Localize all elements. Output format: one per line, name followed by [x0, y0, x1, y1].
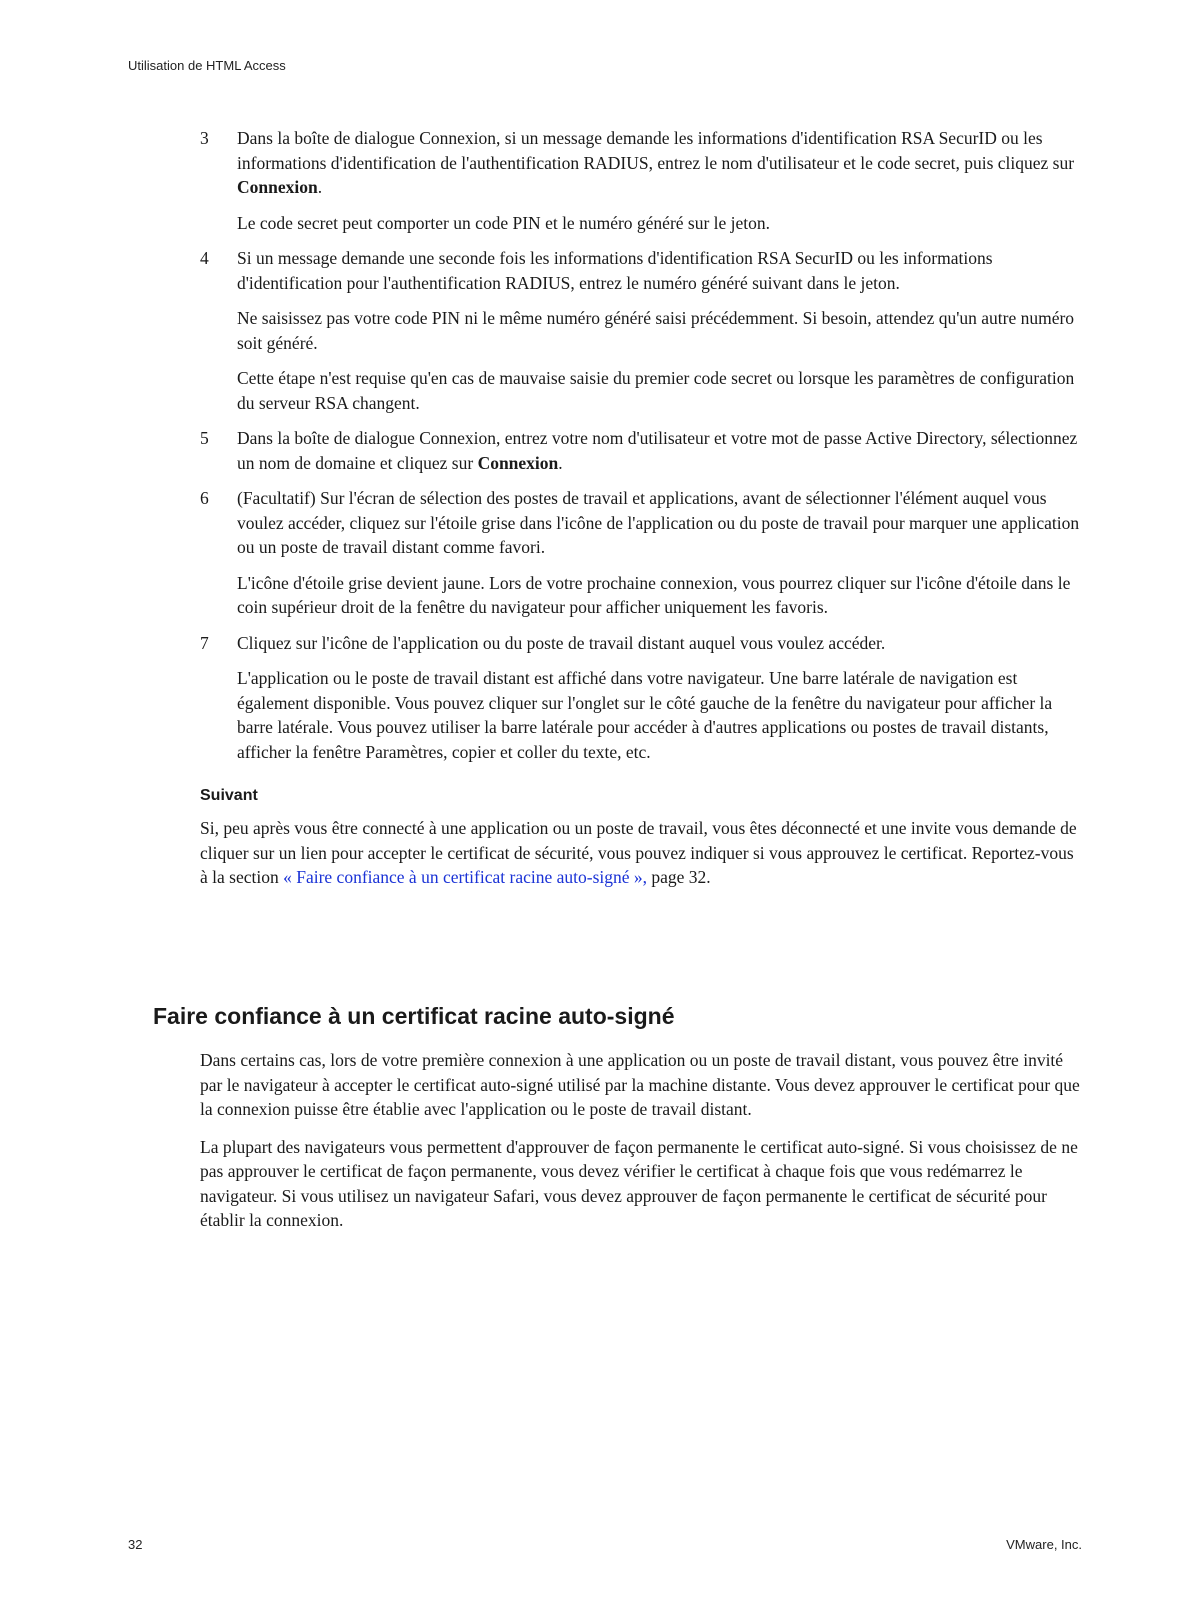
- step-instruction: (Facultatif) Sur l'écran de sélection des postes de travail et applications, avant de sélectionner l'élément auquel vous voulez accéder, cliquez sur l'étoile grise dans l'icône de l'application ou du poste de travail pour marquer une application ou un poste de travail distant comme favori.: [237, 488, 1080, 557]
- next-heading: Suivant: [200, 787, 258, 804]
- page-number: 32: [128, 1537, 143, 1552]
- step-number: 4: [200, 248, 209, 268]
- step-3: [200, 126, 1080, 235]
- step-number: 6: [200, 488, 209, 508]
- step-7: [200, 631, 1080, 765]
- company-name: VMware, Inc.: [1006, 1537, 1082, 1552]
- step-5: [200, 426, 1080, 475]
- step-note: L'application ou le poste de travail distant est affiché dans votre navigateur. Une barre latérale de navigation est également disponible. Vous pouvez cliquer sur l'onglet sur le côté gauche de la fenêtre du navigateur pour afficher la barre latérale. Vous pouvez utiliser la barre latérale pour accéder à d'autres applications ou postes de travail distants, afficher la fenêtre Paramètres, copier et coller du texte, etc.: [237, 668, 1053, 762]
- step-note: Le code secret peut comporter un code PIN et le numéro généré sur le jeton.: [237, 212, 771, 233]
- step-6: [200, 486, 1080, 620]
- ui-term-connexion: Connexion: [237, 177, 318, 197]
- step-instruction: Cliquez sur l'icône de l'application ou du poste de travail distant auquel vous voulez accéder.: [237, 632, 886, 653]
- step-instruction: Si un message demande une seconde fois les informations d'identification RSA SecurID ou les informations d'identification pour l'authentification RADIUS, entrez le numéro généré suivant dans le jeton.: [237, 248, 993, 293]
- step-4: [200, 246, 1080, 415]
- running-header: Utilisation de HTML Access: [128, 58, 286, 73]
- step-number: 7: [200, 632, 209, 653]
- step-note: Cette étape n'est requise qu'en cas de mauvaise saisie du premier code secret ou lorsque les paramètres de configuration du serveur RSA changent.: [237, 368, 1075, 413]
- cross-reference-link[interactable]: « Faire confiance à un certificat racine auto-signé »,: [283, 867, 648, 887]
- next-paragraph: Si, peu après vous être connecté à une application ou un poste de travail, vous êtes déconnecté et une invite vous demande de cliquer sur un lien pour accepter le certificat de sécurité, vous pouvez indiquer si vous approuvez le certificat. Reportez-vous à la section « Faire confiance à un certificat racine auto-signé », page 32.: [200, 818, 1077, 887]
- section-paragraph: La plupart des navigateurs vous permettent d'approuver de façon permanente le certificat auto-signé. Si vous choisissez de ne pas approuver le certificat de façon permanente, vous devez vérifier le certificat à chaque fois que vous redémarrez le navigateur. Si vous utilisez un navigateur Safari, vous devez approuver de façon permanente le certificat de sécurité pour établir la connexion.: [200, 1136, 1078, 1230]
- step-number: 5: [200, 428, 209, 448]
- step-number: 3: [200, 128, 209, 148]
- section-title: Faire confiance à un certificat racine auto-signé: [153, 1003, 675, 1029]
- section-body: [200, 1048, 1080, 1246]
- procedure-steps: [200, 126, 1080, 901]
- step-note: Ne saisissez pas votre code PIN ni le même numéro généré saisi précédemment. Si besoin, attendez qu'un autre numéro soit généré.: [237, 308, 1075, 353]
- ui-term-connexion: Connexion: [477, 452, 559, 473]
- section-paragraph: Dans certains cas, lors de votre première connexion à une application ou un poste de travail distant, vous pouvez être invité par le navigateur à accepter le certificat auto-signé utilisé par la machine distante. Vous devez approuver le certificat pour que la connexion puisse être établie avec l'application ou le poste de travail distant.: [200, 1050, 1080, 1119]
- step-note: L'icône d'étoile grise devient jaune. Lors de votre prochaine connexion, vous pourrez cliquer sur l'icône d'étoile dans le coin supérieur droit de la fenêtre du navigateur pour afficher uniquement les favoris.: [237, 572, 1071, 617]
- step-instruction: Dans la boîte de dialogue Connexion, entrez votre nom d'utilisateur et votre mot de passe Active Directory, sélectionnez un nom de domaine et cliquez sur Connexion.: [237, 428, 1078, 473]
- step-instruction: Dans la boîte de dialogue Connexion, si un message demande les informations d'identification RSA SecurID ou les informations d'identification de l'authentification RADIUS, entrez le nom d'utilisateur et le code secret, puis cliquez sur Connexion.: [237, 128, 1075, 197]
